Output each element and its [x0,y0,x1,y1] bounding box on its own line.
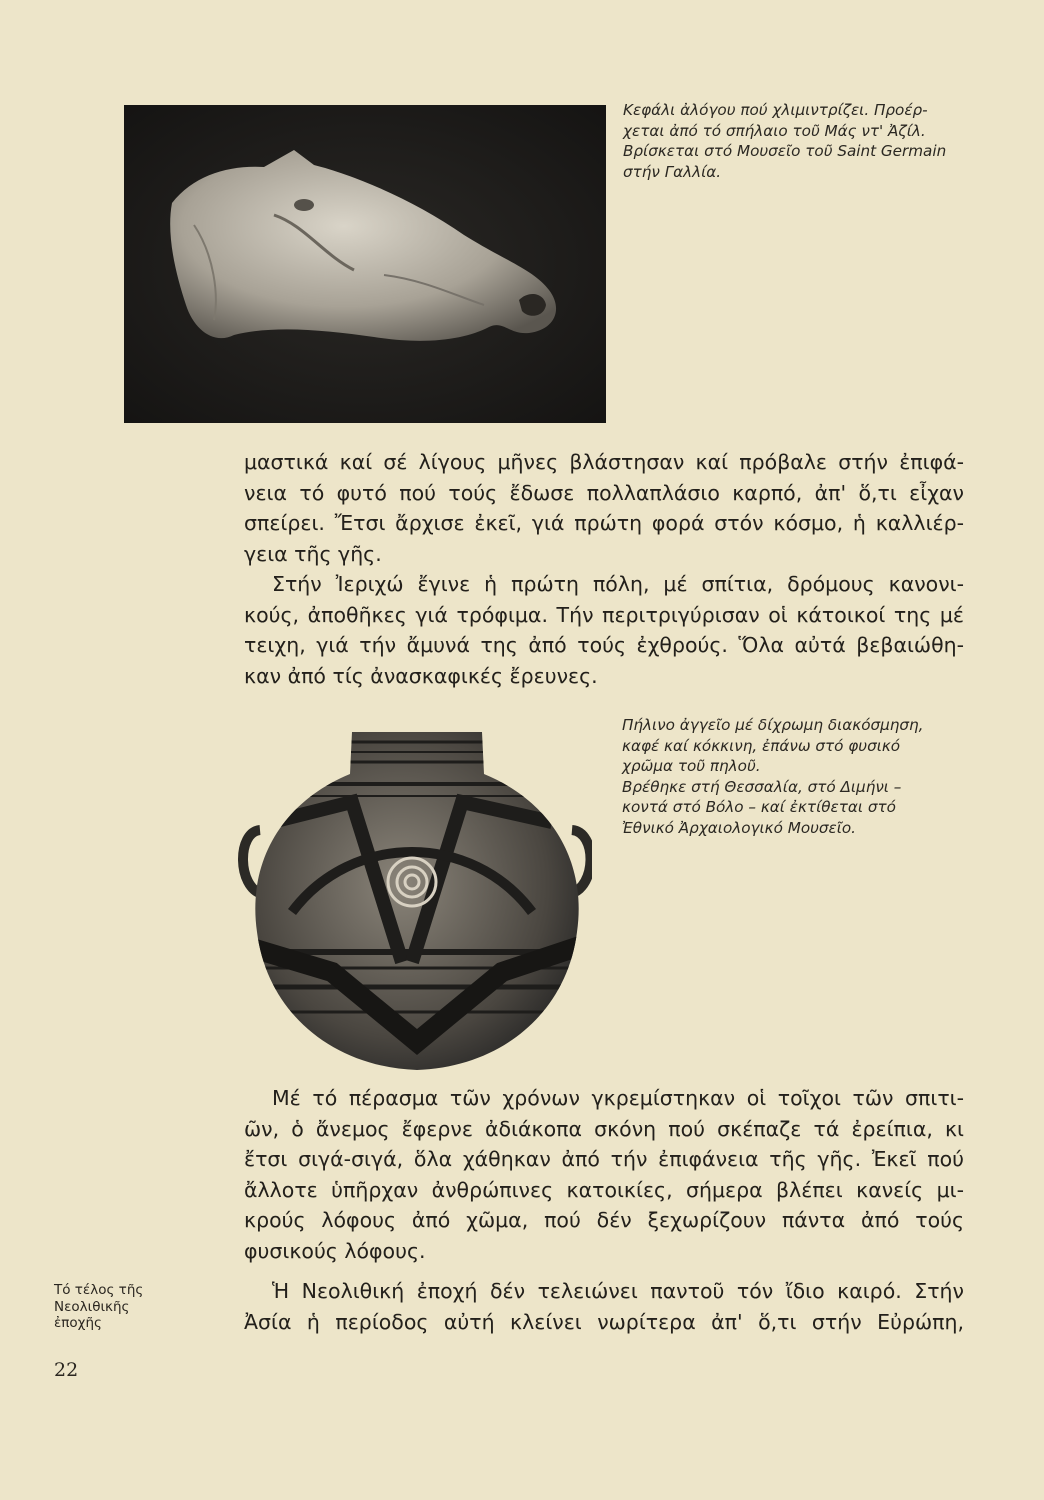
vase-photo [232,712,592,1080]
side-note: Τό τέλος τῆς Νεολιθικῆς ἐποχῆς [54,1282,144,1331]
text-line: φυσικούς λόφους. [244,1238,426,1263]
text-line: ἄλλοτε ὑπῆρχαν ἀνθρώπινες κατοικίες, σήμερα βλέπει κανείς μι- [244,1177,964,1202]
horse-head-caption: Κεφάλι ἀλόγου πού χλιμιντρίζει. Προέρ- χεται ἀπό τό σπήλαιο τοῦ Μάς ντ' Ἀζίλ. Βρίσκεται στό Μουσεῖο τοῦ Saint Germain στήν Γαλλία. [623,101,947,181]
text-line: μαστικά καί σέ λίγους μῆνες βλάστησαν καί πρόβαλε στήν ἐπιφά- [244,450,964,474]
horse-head-photo [124,105,606,423]
text-line: ῶν, ὁ ἄνεμος ἔφερνε ἀδιάκοπα σκόνη πού σκέπαζε τά ἐρείπια, κι [244,1116,964,1141]
text-line: ἔτσι σιγά-σιγά, ὅλα χάθηκαν ἀπό τήν ἐπιφάνεια τῆς γῆς. Ἐκεῖ πού [244,1147,964,1171]
text-line: Μέ τό πέρασμα τῶν χρόνων γκρεμίστηκαν οἱ τοῖχοι τῶν σπιτι- [272,1086,964,1110]
text-line: καν ἀπό τίς ἀνασκαφικές ἔρευνες. [244,663,598,688]
paragraph-block-2 [244,1083,964,1266]
text-line: γεια τῆς γῆς. [244,541,382,566]
vase-caption: Πήλινο ἀγγεῖο μέ δίχρωμη διακόσμηση, καφέ καί κόκκινη, ἐπάνω στό φυσικό χρῶμα τοῦ πηλοῦ. Βρέθηκε στή Θεσσαλία, στό Διμήνι – κοντά στό Βόλο – καί ἐκτίθεται στό Ἐθνικό Ἀρχαιολογικό Μουσεῖο. [622,716,924,837]
text-line: κούς, ἀποθῆκες γιά τρόφιμα. Τήν περιτριγύρισαν οἱ κάτοικοί της μέ [244,602,964,627]
text-line: Ἀσία ἡ περίοδος αὐτή κλείνει νωρίτερα ἀπ' ὅ,τι στήν Εὐρώπη, [244,1309,964,1334]
text-line: σπείρει. Ἔτσι ἄρχισε ἐκεῖ, γιά πρώτη φορά στόν κόσμο, ἡ καλλιέρ- [244,511,964,535]
page-number: 22 [54,1359,79,1381]
paragraph-block-3 [244,1276,964,1337]
paragraph-block-1 [244,447,964,691]
text-line: Στήν Ἰεριχώ ἔγινε ἡ πρώτη πόλη, μέ σπίτια, δρόμους κανονι- [272,572,964,596]
text-line: Ἡ Νεολιθική ἐποχή δέν τελειώνει παντοῦ τόν ἴδιο καιρό. Στήν [272,1279,964,1303]
horse-head-illustration [124,105,606,423]
text-line: νεια τό φυτό πού τούς ἔδωσε πολλαπλάσιο καρπό, ἀπ' ὅ,τι εἶχαν [244,480,964,505]
vase-illustration [232,712,592,1080]
text-line: κρούς λόφους ἀπό χῶμα, πού δέν ξεχωρίζουν πάντα ἀπό τούς [244,1208,964,1232]
text-line: τειχη, γιά τήν ἄμυνά της ἀπό τούς ἐχθρούς. Ὅλα αὐτά βεβαιώθη- [244,633,964,657]
